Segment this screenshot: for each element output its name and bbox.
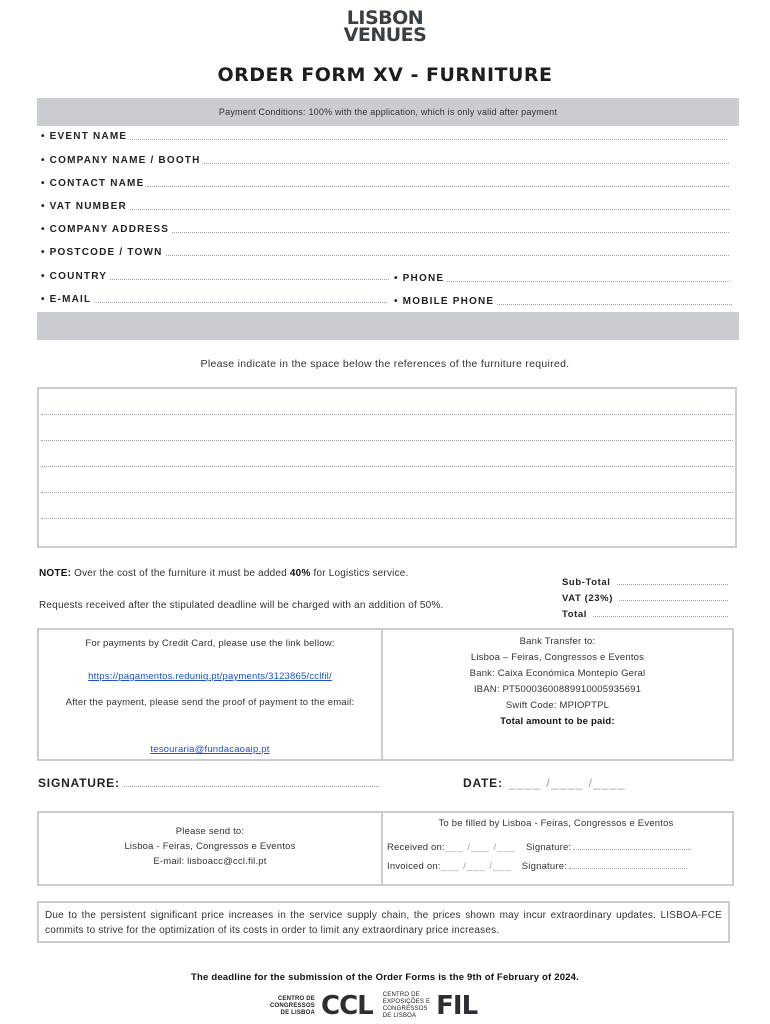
note-percent: 40% [289, 568, 311, 579]
lisbon-venues-logo [0, 7, 770, 46]
vat-number-field[interactable] [41, 201, 729, 212]
contact-name-label: • CONTACT NAME [41, 178, 145, 189]
postcode-town-field[interactable] [41, 247, 729, 258]
invoiced-label: Invoiced on: [387, 861, 441, 872]
section-divider-bar [37, 312, 739, 340]
fil-small-line: EXPOSIÇÕES E [382, 999, 431, 1005]
total-label: Total [562, 609, 587, 620]
signature-label: SIGNATURE: [38, 776, 120, 790]
bank-transfer-section [383, 630, 732, 759]
bank-iban: IBAN: PT50003600889910005935691 [473, 684, 642, 695]
bank-heading: Bank Transfer to: [519, 636, 596, 647]
received-date[interactable]: ___ /___ /___ [444, 842, 516, 853]
note-text-after: for Logistics service. [310, 568, 409, 579]
postcode-town-input-line[interactable] [166, 255, 730, 256]
credit-card-after: After the payment, please send the proof of payment to the email: [65, 697, 355, 708]
furniture-instructions: Please indicate in the space below the references of the furniture required. [200, 358, 570, 370]
mobile-phone-input-line[interactable] [497, 304, 732, 305]
submission-deadline: The deadline for the submission of the Order Forms is the 9th of February of 2024. [190, 972, 580, 983]
subtotal-row[interactable] [562, 572, 728, 588]
credit-card-section [39, 630, 381, 759]
bank-total-label: Total amount to be paid: [500, 716, 615, 727]
invoiced-row[interactable] [387, 853, 732, 872]
mobile-phone-field[interactable] [394, 296, 732, 307]
payment-conditions-bar: Payment Conditions: 100% with the application, which is only valid after payment [37, 98, 739, 126]
email-input-line[interactable] [94, 302, 387, 303]
ccl-logo: CCL [321, 991, 373, 1021]
contact-name-input-line[interactable] [147, 186, 729, 187]
subtotal-label: Sub-Total [562, 577, 611, 588]
vat-label: VAT (23%) [562, 593, 613, 604]
email-field[interactable] [41, 294, 387, 305]
late-surcharge-note: Requests received after the stipulated deadline will be charged with an addition of 50%. [39, 600, 444, 611]
logo-line-1: LISBON [346, 7, 424, 29]
page-title: ORDER FORM XV - FURNITURE [217, 64, 553, 86]
company-booth-field[interactable] [41, 155, 729, 166]
credit-card-intro: For payments by Credit Card, please use the link bellow: [85, 638, 335, 649]
phone-label: • PHONE [394, 273, 445, 284]
total-row[interactable] [562, 604, 728, 620]
fil-small-line: CENTRO DE [382, 992, 420, 998]
received-label: Received on: [387, 842, 445, 853]
fil-small-line: CONGRESSOS [382, 1006, 428, 1012]
ccl-small-line: DE LISBOA [280, 1009, 316, 1016]
fil-small-text [383, 992, 430, 1020]
logistics-note [39, 568, 409, 579]
office-heading: To be filled by Lisboa - Feiras, Congressos e Eventos [438, 818, 674, 829]
received-row[interactable] [387, 834, 732, 853]
company-booth-label: • COMPANY NAME / BOOTH [41, 155, 201, 166]
ccl-small-text [270, 996, 315, 1017]
mobile-phone-label: • MOBILE PHONE [394, 296, 495, 307]
country-field[interactable] [41, 271, 389, 282]
note-text-before: Over the cost of the furniture it must be added [71, 568, 290, 579]
event-name-input-line[interactable] [130, 139, 727, 140]
received-signature-line[interactable] [573, 849, 691, 850]
contact-name-field[interactable] [41, 178, 729, 189]
fil-small-line: DE LISBOA [382, 1013, 417, 1019]
treasury-email-link[interactable]: tesouraria@fundacaoaip.pt [150, 744, 270, 755]
office-use-section [383, 813, 732, 884]
reference-line[interactable] [41, 414, 733, 415]
vat-number-label: • VAT NUMBER [41, 201, 127, 212]
credit-card-payment-link[interactable]: https://pagamentos.reduniq.pt/payments/3123865/cclfil/ [88, 671, 332, 682]
postcode-town-label: • POSTCODE / TOWN [41, 247, 163, 258]
company-address-input-line[interactable] [172, 232, 729, 233]
signature-line[interactable] [124, 786, 379, 787]
reference-line[interactable] [41, 466, 733, 467]
reference-line[interactable] [41, 440, 733, 441]
footer-logos [270, 991, 477, 1021]
bank-name: Bank: Caixa Económica Montepio Geral [469, 668, 646, 679]
bank-swift: Swift Code: MPIOPTPL [505, 700, 610, 711]
subtotal-line[interactable] [617, 584, 729, 585]
send-email: E-mail: lisboacc@ccl.fil.pt [153, 856, 267, 867]
event-name-label: • EVENT NAME [41, 131, 128, 142]
credit-card-link-wrap [39, 666, 381, 684]
send-company: Lisboa - Feiras, Congressos e Eventos [124, 841, 296, 852]
company-address-field[interactable] [41, 224, 729, 235]
ccl-small-line: CENTRO DE [277, 995, 316, 1002]
phone-input-line[interactable] [447, 281, 730, 282]
country-input-line[interactable] [110, 279, 389, 280]
date-field[interactable] [463, 776, 626, 790]
ccl-small-line: CONGRESSOS [270, 1002, 316, 1009]
reference-line[interactable] [41, 492, 733, 493]
date-blanks[interactable]: ____ /____ /____ [508, 776, 627, 790]
furniture-references-box[interactable] [37, 387, 737, 548]
phone-field[interactable] [394, 273, 730, 284]
event-name-field[interactable] [41, 131, 727, 142]
send-to-box [37, 811, 734, 886]
company-address-label: • COMPANY ADDRESS [41, 224, 170, 235]
signature-field[interactable] [38, 776, 379, 790]
price-disclaimer: Due to the persistent significant price increases in the service supply chain, the prices shown may incur extraordinary updates. LISBOA-FCE commits to strive for the optimization of its costs in order to limit any extraordinary price increases. [37, 901, 730, 943]
payment-box [37, 628, 734, 761]
bank-company: Lisboa – Feiras, Congressos e Eventos [470, 652, 645, 663]
date-label: DATE: [463, 776, 503, 790]
logo-line-2: VENUES [343, 24, 427, 46]
reference-line[interactable] [41, 518, 733, 519]
totals-block [562, 572, 728, 620]
vat-row[interactable] [562, 588, 728, 604]
send-heading: Please send to: [175, 826, 245, 837]
invoiced-date[interactable]: ___ /___ /___ [440, 861, 512, 872]
vat-line[interactable] [619, 600, 728, 601]
note-prefix: NOTE: [39, 568, 72, 579]
fil-logo: FIL [436, 991, 478, 1021]
treasury-email-wrap [39, 739, 381, 757]
send-to-section [39, 813, 381, 884]
invoiced-signature-label: Signature: [521, 861, 568, 872]
company-booth-input-line[interactable] [204, 163, 729, 164]
vat-number-input-line[interactable] [130, 209, 729, 210]
country-label: • COUNTRY [41, 271, 108, 282]
total-line[interactable] [593, 616, 728, 617]
invoiced-signature-line[interactable] [569, 868, 687, 869]
email-label: • E-MAIL [41, 294, 92, 305]
received-signature-label: Signature: [525, 842, 572, 853]
